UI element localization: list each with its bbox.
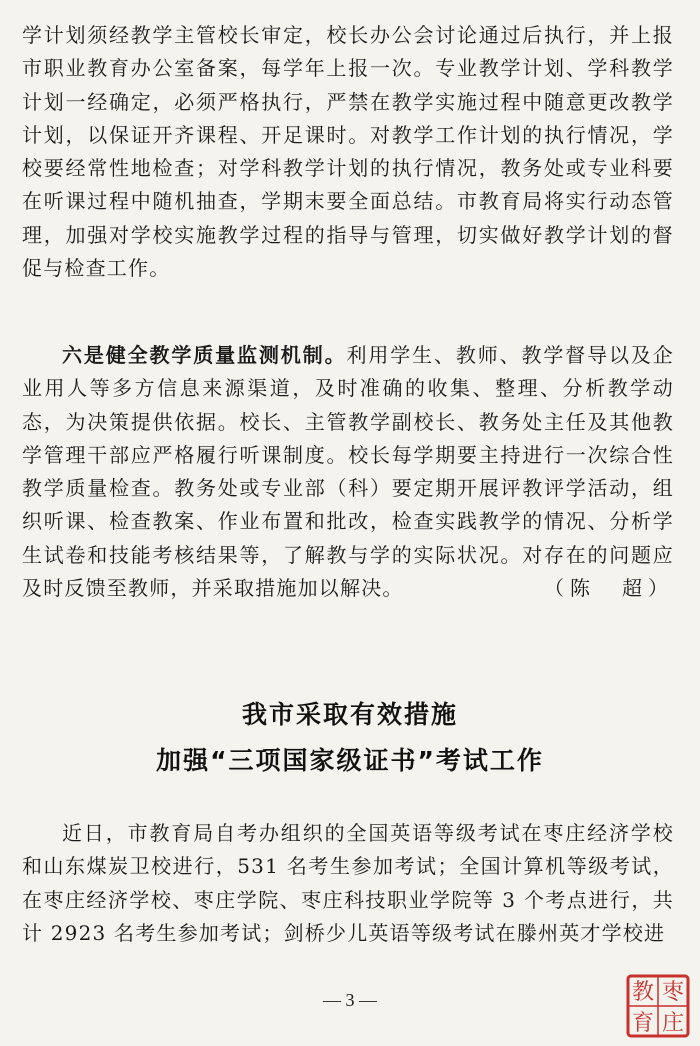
paragraph-exam-report: 近日，市教育局自考办组织的全国英语等级考试在枣庄经济学校和山东煤炭卫校进行，531 名考生参加考试；全国计算机等级考试，在枣庄经济学校、枣庄学院、枣庄科技职业学院等 3 个考点进行，共计 2923 名考生参加考试；剑桥少儿英语等级考试在滕州英才学校进: [22, 821, 674, 945]
seal-character: 庄: [661, 1011, 685, 1036]
paragraph-body: 利用学生、教师、教学督导以及企业用人等多方信息来源渠道，及时准确的收集、整理、分析教学动态，为决策提供依据。校长、主管教学副校长、教务处主任及其他教学管理干部应严格履行听课制度。校长每学期要主持进行一次综合性教学质量检查。教务处或专业部（科）要定期开展评教评学活动，组织听课、检查教案、作业布置和批改，检查实践教学的情况、分析学生试卷和技能考核结果等，了解教与学的实际状况。对存在的问题应及时反馈至教师，并采取措施加以解决。: [22, 343, 675, 601]
article-title-line-1: 我市采取有效措施: [241, 700, 458, 729]
seal-character: 教: [631, 980, 655, 1005]
paragraph-quality-monitoring: [22, 339, 674, 605]
seal-character: 枣: [661, 980, 685, 1005]
seal-character: 育: [631, 1011, 655, 1036]
page-number: — 3 —: [323, 990, 377, 1010]
paragraph-lead-heading: 六是健全教学质量监测机制。: [62, 343, 347, 367]
paragraph-teaching-plan: 学计划须经教学主管校长审定，校长办公会讨论通过后执行，并上报市职业教育办公室备案，每学年上报一次。专业教学计划、学科教学计划一经确定，必须严格执行，严禁在教学实施过程中随意更改教学计划，以保证开齐课程、开足课时。对教学工作计划的执行情况，学校要经常性地检查；对学科教学计划的执行情况，教务处或专业科要在听课过程中随机抽查，学期末要全面总结。市教育局将实行动态管理，加强对学校实施教学过程的指导与管理，切实做好教学计划的督促与检查工作。: [22, 23, 674, 281]
article-title-line-2: 加强“三项国家级证书”考试工作: [156, 746, 544, 775]
seal-stamp-icon: [626, 974, 690, 1038]
author-signature: （陈 超）: [544, 576, 674, 601]
